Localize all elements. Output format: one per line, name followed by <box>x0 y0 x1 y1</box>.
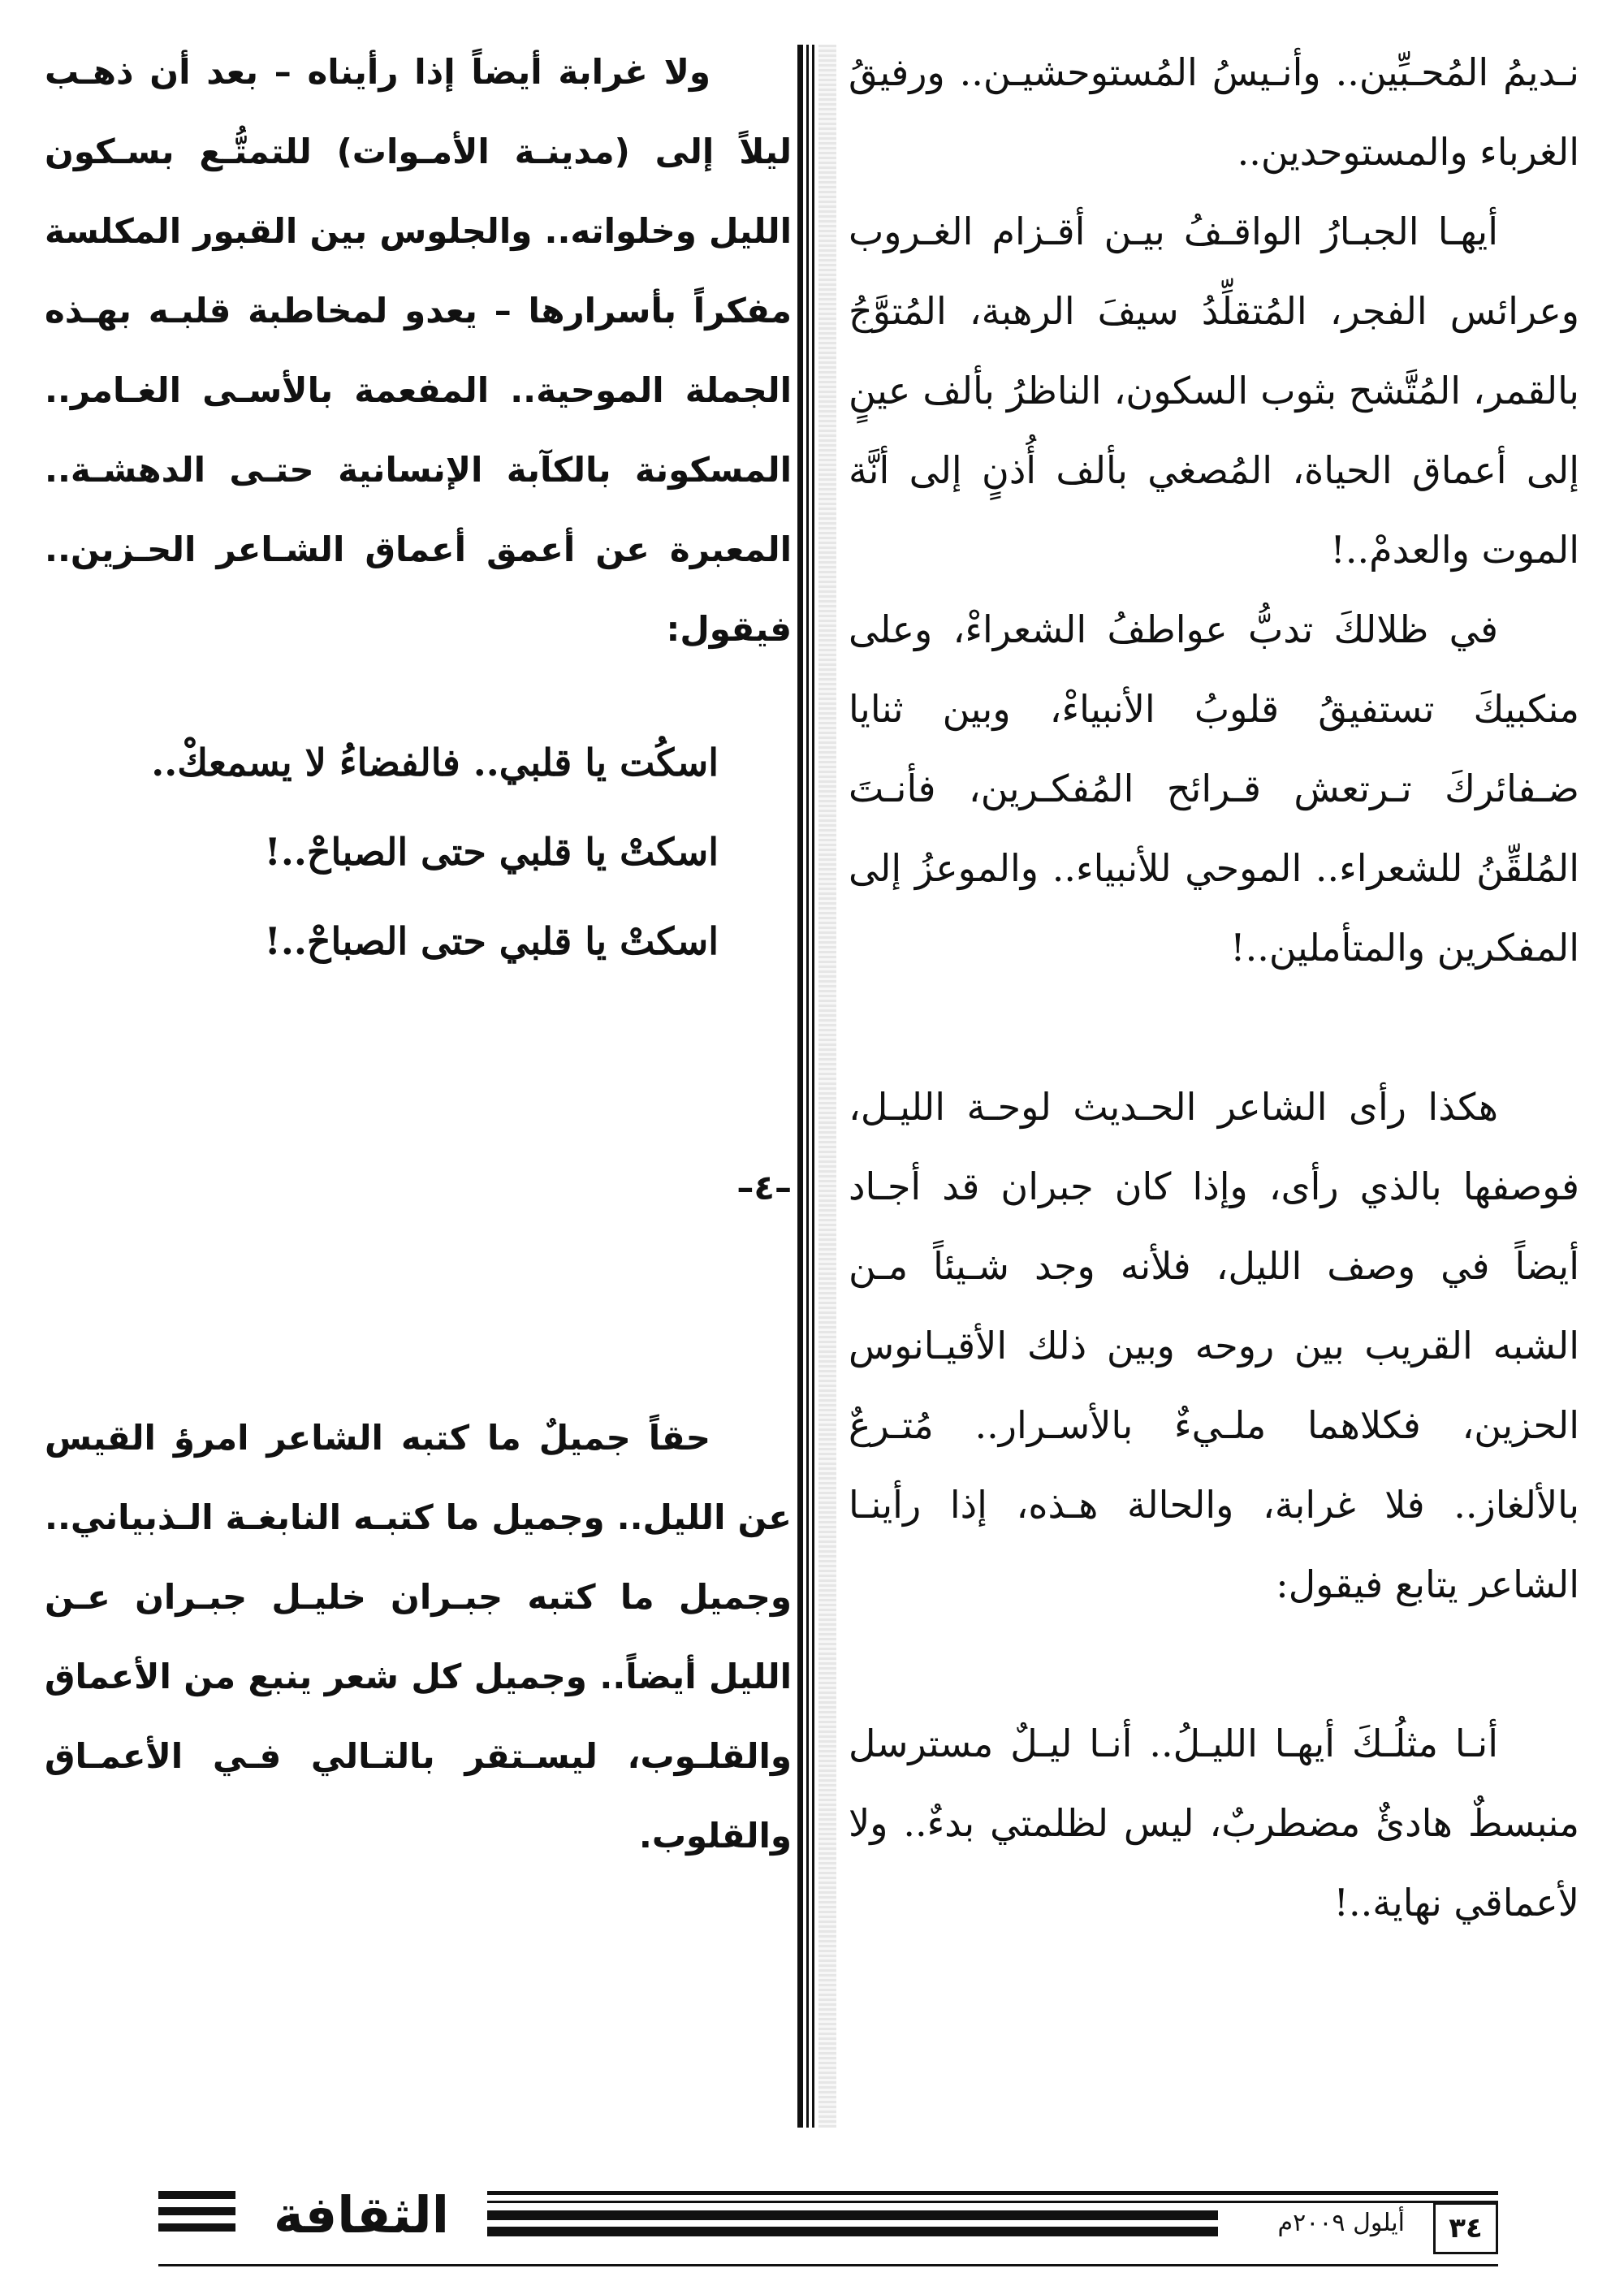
paragraph: أنـا مثلُـكَ أيهـا الليـلُ.. أنـا ليـلٌ مسترسل منبسطٌ هادئٌ مضطربٌ، ليس لظلمتي بدءٌ.. ولا لأعماقي نهاية..! <box>849 1722 1579 1925</box>
section-number: –٤– <box>736 1168 792 1208</box>
spacer <box>849 987 1579 1067</box>
issue-date: أيلول ٢٠٠٩م <box>1277 2209 1405 2237</box>
paragraph: أيهـا الجبـارُ الواقـفُ بيـن أقـزام الغـروب وعرائس الفجر، المُتقلِّدُ سيفَ الرهبة، المُتوَّجُ بالقمر، المُتَّشح بثوب السكون، الناظرُ بألف عينٍ إلى أعماق الحياة، المُصغي بألف أُذنٍ إلى أنَّة الموت والعدمْ..! <box>849 210 1579 572</box>
paragraph: ولا غرابة أيضاً إذا رأيناه – بعد أن ذهـب ليلاً إلى (مدينـة الأمـوات) للتمتُّـع بسـكون الليل وخلواته.. والجلوس بين القبور المكلسة مفكراً بأسرارها – يعدو لمخاطبة قلبـه بهـذه الجملة الموحية.. المفعمة بالأسـى الغـامر.. المسكونة بالكآبة الإنسانية حتـى الدهشـة.. المعبرة عن أعمق أعماق الشـاعر الحـزين.. فيقول: <box>45 52 792 649</box>
column-divider <box>797 45 838 2128</box>
right-column <box>849 32 1579 1942</box>
verse-line: اسكُت يا قلبي.. فالفضاءُ لا يسمعكْ.. <box>151 741 719 784</box>
page-number: ٣٤ <box>1433 2202 1498 2254</box>
paragraph: في ظلالكَ تدبُّ عواطفُ الشعراءْ، وعلى منكبيكَ تستفيقُ قلوبُ الأنبياءْ، وبين ثنايا ضـفائركَ تـرتعش قـرائح المُفكـرين، فأنـتَ المُلقِّنُ للشعراء.. الموحي للأنبياء.. والموعزُ إلى المفكرين والمتأملين..! <box>849 607 1579 970</box>
left-column <box>45 32 792 1876</box>
poem-verses <box>45 718 792 986</box>
paragraph: هكذا رأى الشاعر الحـديث لوحـة الليـل، فوصفها بالذي رأى، وإذا كان جبران قد أجـاد أيضاً في وصف الليل، فلأنه وجد شـيئاً مـن الشبه القريب بين روحه وبين ذلك الأقيـانوس الحزين، فكلاهما ملـيءٌ بالأسـرار.. مُتـرعٌ بالألغاز.. فلا غرابة، والحالة هـذه، إذا رأينـا الشاعر يتابع فيقول: <box>849 1085 1579 1606</box>
magazine-logo: الثقافة <box>274 2185 449 2245</box>
verse-line: اسكتْ يا قلبي حتى الصباحْ..! <box>264 919 719 963</box>
spacer <box>849 1624 1579 1704</box>
paragraph: حقاً جميلٌ ما كتبه الشاعر امرؤ القيس عن الليل.. وجميل ما كتبـه النابغـة الـذبياني.. وجميل ما كتبه جبـران خليـل جبـران عـن الليل أيضاً.. وجميل كل شعر ينبع من الأعماق والقلـوب، ليسـتقر بالتـالي فـي الأعمـاق والقلوب. <box>45 1418 792 1856</box>
paragraph: نـديمُ المُحـبِّين.. وأنـيسُ المُستوحشيـن.. ورفيقُ الغرباء والمستوحدين.. <box>849 50 1579 174</box>
verse-line: اسكتْ يا قلبي حتى الصباحْ..! <box>264 830 719 874</box>
